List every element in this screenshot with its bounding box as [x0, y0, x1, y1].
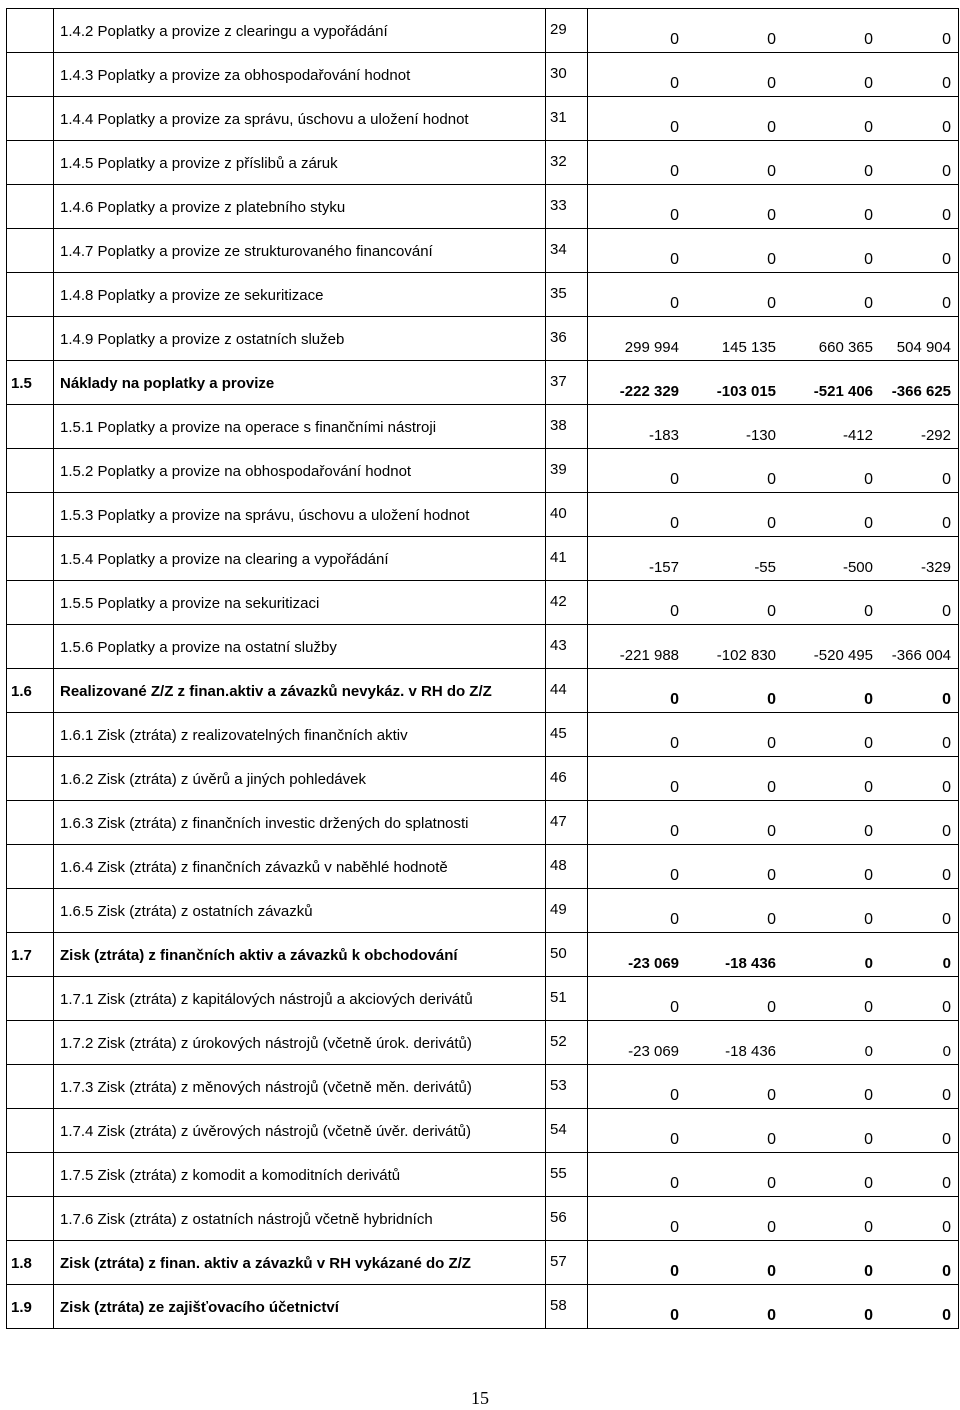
- value-cell: -500: [842, 559, 873, 576]
- row-number: 31: [546, 97, 588, 141]
- row-number: 40: [546, 493, 588, 537]
- value-cell: 0: [942, 779, 951, 796]
- table-row: [7, 1197, 959, 1241]
- value-cell: 504 904: [896, 339, 951, 356]
- table-row: [7, 317, 959, 361]
- value-cell: 0: [767, 471, 776, 488]
- row-label: 1.4.6 Poplatky a provize z platebního styku: [54, 185, 546, 229]
- row-code: [7, 53, 54, 97]
- row-code: [7, 889, 54, 933]
- value-cell: 299 994: [624, 339, 679, 356]
- value-cell: 0: [942, 911, 951, 928]
- row-code: [7, 801, 54, 845]
- row-number: 48: [546, 845, 588, 889]
- row-values: [588, 185, 959, 229]
- row-label: 1.6.4 Zisk (ztráta) z finančních závazků v naběhlé hodnotě: [54, 845, 546, 889]
- row-number: 45: [546, 713, 588, 757]
- financial-statement-table: [6, 8, 959, 1329]
- value-cell: 0: [670, 1087, 679, 1104]
- row-number: 36: [546, 317, 588, 361]
- value-cell: 0: [864, 867, 873, 884]
- value-cell: 0: [864, 779, 873, 796]
- row-code: [7, 1021, 54, 1065]
- value-cell: 0: [942, 207, 951, 224]
- row-code: [7, 141, 54, 185]
- row-code: [7, 317, 54, 361]
- row-number: 50: [546, 933, 588, 977]
- row-number: 46: [546, 757, 588, 801]
- row-values: [588, 493, 959, 537]
- row-code: [7, 1197, 54, 1241]
- value-cell: 0: [942, 735, 951, 752]
- row-values: [588, 581, 959, 625]
- value-cell: 0: [670, 251, 679, 268]
- row-values: [588, 1241, 959, 1285]
- row-values: [588, 229, 959, 273]
- value-cell: -55: [754, 559, 776, 576]
- table-row: [7, 581, 959, 625]
- row-number: 52: [546, 1021, 588, 1065]
- value-cell: -521 406: [813, 383, 873, 400]
- table-row: [7, 977, 959, 1021]
- row-values: [588, 1153, 959, 1197]
- row-label: 1.7.1 Zisk (ztráta) z kapitálových nástrojů a akciových derivátů: [54, 977, 546, 1021]
- table-row: [7, 53, 959, 97]
- row-code: [7, 9, 54, 53]
- statement-rows: [7, 9, 959, 1329]
- value-cell: -18 436: [725, 1043, 776, 1060]
- value-cell: 0: [767, 779, 776, 796]
- row-number: 38: [546, 405, 588, 449]
- value-cell: 0: [864, 691, 873, 708]
- value-cell: 0: [767, 1087, 776, 1104]
- value-cell: 0: [670, 1219, 679, 1236]
- row-code: [7, 449, 54, 493]
- value-cell: 0: [767, 735, 776, 752]
- row-label: 1.4.5 Poplatky a provize z příslibů a záruk: [54, 141, 546, 185]
- value-cell: -221 988: [619, 647, 679, 664]
- row-values: [588, 845, 959, 889]
- value-cell: -18 436: [725, 955, 776, 972]
- row-values: [588, 449, 959, 493]
- value-cell: 0: [670, 823, 679, 840]
- value-cell: 0: [767, 207, 776, 224]
- row-number: 57: [546, 1241, 588, 1285]
- row-number: 39: [546, 449, 588, 493]
- value-cell: 0: [767, 75, 776, 92]
- value-cell: 0: [767, 867, 776, 884]
- value-cell: 0: [767, 119, 776, 136]
- row-label: 1.6.3 Zisk (ztráta) z finančních investic držených do splatnosti: [54, 801, 546, 845]
- value-cell: 0: [864, 31, 873, 48]
- row-code: [7, 537, 54, 581]
- table-row: [7, 1285, 959, 1329]
- value-cell: 0: [864, 119, 873, 136]
- value-cell: 0: [864, 75, 873, 92]
- value-cell: 0: [942, 999, 951, 1016]
- value-cell: 0: [670, 603, 679, 620]
- row-values: [588, 97, 959, 141]
- value-cell: 0: [670, 1131, 679, 1148]
- row-label: 1.5.3 Poplatky a provize na správu, úschovu a uložení hodnot: [54, 493, 546, 537]
- value-cell: -23 069: [628, 955, 679, 972]
- value-cell: 0: [942, 163, 951, 180]
- table-row: [7, 1241, 959, 1285]
- row-number: 56: [546, 1197, 588, 1241]
- row-label: 1.4.4 Poplatky a provize za správu, úschovu a uložení hodnot: [54, 97, 546, 141]
- value-cell: 0: [864, 1043, 873, 1060]
- row-code: [7, 97, 54, 141]
- row-number: 37: [546, 361, 588, 405]
- row-number: 54: [546, 1109, 588, 1153]
- row-values: [588, 537, 959, 581]
- row-label: 1.7.3 Zisk (ztráta) z měnových nástrojů (včetně měn. derivátů): [54, 1065, 546, 1109]
- row-number: 42: [546, 581, 588, 625]
- value-cell: 0: [864, 295, 873, 312]
- value-cell: 0: [864, 207, 873, 224]
- row-number: 32: [546, 141, 588, 185]
- value-cell: 0: [942, 471, 951, 488]
- row-label: Náklady na poplatky a provize: [54, 361, 546, 405]
- row-code: [7, 405, 54, 449]
- table-row: [7, 97, 959, 141]
- value-cell: 0: [864, 1307, 873, 1324]
- value-cell: 0: [767, 163, 776, 180]
- row-label: 1.4.9 Poplatky a provize z ostatních služeb: [54, 317, 546, 361]
- row-label: 1.5.1 Poplatky a provize na operace s finančními nástroji: [54, 405, 546, 449]
- row-label: 1.7.5 Zisk (ztráta) z komodit a komoditních derivátů: [54, 1153, 546, 1197]
- row-label: Zisk (ztráta) z finan. aktiv a závazků v RH vykázané do Z/Z: [54, 1241, 546, 1285]
- row-code: [7, 185, 54, 229]
- row-label: Zisk (ztráta) ze zajišťovacího účetnictví: [54, 1285, 546, 1329]
- row-label: 1.4.3 Poplatky a provize za obhospodařování hodnot: [54, 53, 546, 97]
- row-values: [588, 889, 959, 933]
- value-cell: 0: [864, 1263, 873, 1280]
- value-cell: -222 329: [619, 383, 679, 400]
- value-cell: 0: [670, 691, 679, 708]
- row-values: [588, 317, 959, 361]
- table-row: [7, 537, 959, 581]
- value-cell: 0: [864, 603, 873, 620]
- row-label: 1.4.7 Poplatky a provize ze strukturovaného financování: [54, 229, 546, 273]
- value-cell: 0: [864, 251, 873, 268]
- value-cell: 0: [864, 471, 873, 488]
- value-cell: 0: [670, 735, 679, 752]
- table-row: [7, 757, 959, 801]
- table-row: [7, 361, 959, 405]
- value-cell: -292: [920, 427, 951, 444]
- row-label: Realizované Z/Z z finan.aktiv a závazků nevykáz. v RH do Z/Z: [54, 669, 546, 713]
- row-values: [588, 801, 959, 845]
- row-code: [7, 977, 54, 1021]
- row-values: [588, 1021, 959, 1065]
- row-label: 1.7.4 Zisk (ztráta) z úvěrových nástrojů (včetně úvěr. derivátů): [54, 1109, 546, 1153]
- value-cell: -366 625: [891, 383, 951, 400]
- table-row: [7, 1109, 959, 1153]
- value-cell: 0: [767, 1263, 776, 1280]
- row-number: 29: [546, 9, 588, 53]
- row-code: [7, 625, 54, 669]
- row-values: [588, 53, 959, 97]
- value-cell: 0: [864, 1131, 873, 1148]
- page-number: 15: [471, 1388, 489, 1408]
- value-cell: 0: [942, 1087, 951, 1104]
- value-cell: 0: [864, 515, 873, 532]
- value-cell: 0: [767, 999, 776, 1016]
- row-values: [588, 1285, 959, 1329]
- row-number: 33: [546, 185, 588, 229]
- row-code: [7, 229, 54, 273]
- value-cell: 0: [864, 735, 873, 752]
- table-row: [7, 185, 959, 229]
- table-row: [7, 713, 959, 757]
- table-row: [7, 273, 959, 317]
- row-label: 1.6.2 Zisk (ztráta) z úvěrů a jiných pohledávek: [54, 757, 546, 801]
- value-cell: 0: [670, 207, 679, 224]
- value-cell: 0: [864, 1219, 873, 1236]
- value-cell: 0: [670, 515, 679, 532]
- row-values: [588, 1197, 959, 1241]
- value-cell: 0: [942, 1131, 951, 1148]
- row-values: [588, 1109, 959, 1153]
- value-cell: 0: [670, 119, 679, 136]
- value-cell: 0: [864, 955, 873, 972]
- value-cell: 0: [670, 1175, 679, 1192]
- value-cell: 0: [670, 31, 679, 48]
- value-cell: 0: [942, 75, 951, 92]
- value-cell: 0: [942, 1219, 951, 1236]
- row-code: [7, 845, 54, 889]
- value-cell: 0: [767, 603, 776, 620]
- table-row: [7, 405, 959, 449]
- value-cell: 0: [670, 867, 679, 884]
- row-label: 1.6.1 Zisk (ztráta) z realizovatelných finančních aktiv: [54, 713, 546, 757]
- value-cell: 0: [942, 1307, 951, 1324]
- row-code: [7, 581, 54, 625]
- value-cell: 0: [942, 31, 951, 48]
- row-code: [7, 757, 54, 801]
- row-number: 44: [546, 669, 588, 713]
- table-row: [7, 1153, 959, 1197]
- row-values: [588, 9, 959, 53]
- row-label: 1.5.5 Poplatky a provize na sekuritizaci: [54, 581, 546, 625]
- value-cell: 0: [864, 163, 873, 180]
- value-cell: 0: [942, 867, 951, 884]
- value-cell: 0: [942, 1263, 951, 1280]
- value-cell: 0: [942, 119, 951, 136]
- value-cell: -366 004: [891, 647, 951, 664]
- row-label: 1.5.2 Poplatky a provize na obhospodařování hodnot: [54, 449, 546, 493]
- row-label: 1.5.6 Poplatky a provize na ostatní služby: [54, 625, 546, 669]
- value-cell: 0: [767, 1219, 776, 1236]
- table-row: [7, 889, 959, 933]
- table-row: [7, 141, 959, 185]
- table-row: [7, 9, 959, 53]
- value-cell: 0: [670, 1307, 679, 1324]
- row-number: 47: [546, 801, 588, 845]
- value-cell: 0: [767, 1131, 776, 1148]
- value-cell: 0: [942, 515, 951, 532]
- row-label: 1.5.4 Poplatky a provize na clearing a vypořádání: [54, 537, 546, 581]
- table-row: [7, 933, 959, 977]
- value-cell: 0: [670, 1263, 679, 1280]
- row-values: [588, 273, 959, 317]
- row-code: [7, 713, 54, 757]
- value-cell: 0: [942, 251, 951, 268]
- table-row: [7, 229, 959, 273]
- value-cell: 0: [767, 31, 776, 48]
- table-row: [7, 845, 959, 889]
- value-cell: 0: [670, 295, 679, 312]
- value-cell: 0: [767, 251, 776, 268]
- value-cell: 0: [670, 471, 679, 488]
- row-number: 34: [546, 229, 588, 273]
- row-number: 41: [546, 537, 588, 581]
- row-label: 1.4.2 Poplatky a provize z clearingu a vypořádání: [54, 9, 546, 53]
- row-values: [588, 757, 959, 801]
- value-cell: 0: [942, 1175, 951, 1192]
- row-number: 53: [546, 1065, 588, 1109]
- row-code: 1.7: [7, 933, 54, 977]
- row-number: 51: [546, 977, 588, 1021]
- row-values: [588, 977, 959, 1021]
- table-row: [7, 1021, 959, 1065]
- table-row: [7, 449, 959, 493]
- value-cell: 0: [864, 911, 873, 928]
- value-cell: -329: [920, 559, 951, 576]
- row-values: [588, 713, 959, 757]
- value-cell: 0: [767, 823, 776, 840]
- value-cell: 0: [864, 999, 873, 1016]
- row-values: [588, 1065, 959, 1109]
- value-cell: 0: [942, 1043, 951, 1060]
- table-row: [7, 1065, 959, 1109]
- row-number: 55: [546, 1153, 588, 1197]
- row-code: [7, 273, 54, 317]
- row-code: [7, 1109, 54, 1153]
- table-row: [7, 669, 959, 713]
- value-cell: 145 135: [721, 339, 776, 356]
- value-cell: 0: [942, 603, 951, 620]
- row-code: [7, 1153, 54, 1197]
- value-cell: 660 365: [818, 339, 873, 356]
- value-cell: 0: [942, 691, 951, 708]
- value-cell: -23 069: [628, 1043, 679, 1060]
- row-values: [588, 405, 959, 449]
- row-code: [7, 493, 54, 537]
- row-code: 1.8: [7, 1241, 54, 1285]
- row-values: [588, 361, 959, 405]
- value-cell: -130: [745, 427, 776, 444]
- row-label: 1.7.6 Zisk (ztráta) z ostatních nástrojů včetně hybridních: [54, 1197, 546, 1241]
- row-code: 1.5: [7, 361, 54, 405]
- value-cell: -412: [842, 427, 873, 444]
- row-code: [7, 1065, 54, 1109]
- row-values: [588, 625, 959, 669]
- value-cell: 0: [767, 515, 776, 532]
- row-number: 43: [546, 625, 588, 669]
- value-cell: 0: [670, 999, 679, 1016]
- row-label: Zisk (ztráta) z finančních aktiv a závazků k obchodování: [54, 933, 546, 977]
- value-cell: 0: [864, 823, 873, 840]
- value-cell: 0: [942, 823, 951, 840]
- value-cell: 0: [670, 911, 679, 928]
- value-cell: 0: [670, 163, 679, 180]
- value-cell: -103 015: [716, 383, 776, 400]
- row-number: 49: [546, 889, 588, 933]
- value-cell: -102 830: [716, 647, 776, 664]
- row-values: [588, 933, 959, 977]
- value-cell: 0: [767, 911, 776, 928]
- row-label: 1.4.8 Poplatky a provize ze sekuritizace: [54, 273, 546, 317]
- value-cell: 0: [767, 295, 776, 312]
- table-row: [7, 801, 959, 845]
- value-cell: 0: [767, 1175, 776, 1192]
- row-code: 1.9: [7, 1285, 54, 1329]
- value-cell: 0: [864, 1175, 873, 1192]
- value-cell: 0: [864, 1087, 873, 1104]
- row-number: 35: [546, 273, 588, 317]
- row-label: 1.6.5 Zisk (ztráta) z ostatních závazků: [54, 889, 546, 933]
- row-number: 58: [546, 1285, 588, 1329]
- value-cell: 0: [767, 1307, 776, 1324]
- table-row: [7, 493, 959, 537]
- row-label: 1.7.2 Zisk (ztráta) z úrokových nástrojů (včetně úrok. derivátů): [54, 1021, 546, 1065]
- value-cell: 0: [767, 691, 776, 708]
- value-cell: -520 495: [813, 647, 873, 664]
- value-cell: 0: [670, 779, 679, 796]
- row-number: 30: [546, 53, 588, 97]
- row-code: 1.6: [7, 669, 54, 713]
- value-cell: 0: [670, 75, 679, 92]
- value-cell: 0: [942, 295, 951, 312]
- value-cell: -157: [648, 559, 679, 576]
- table-row: [7, 625, 959, 669]
- value-cell: -183: [648, 427, 679, 444]
- value-cell: 0: [942, 955, 951, 972]
- row-values: [588, 141, 959, 185]
- row-values: [588, 669, 959, 713]
